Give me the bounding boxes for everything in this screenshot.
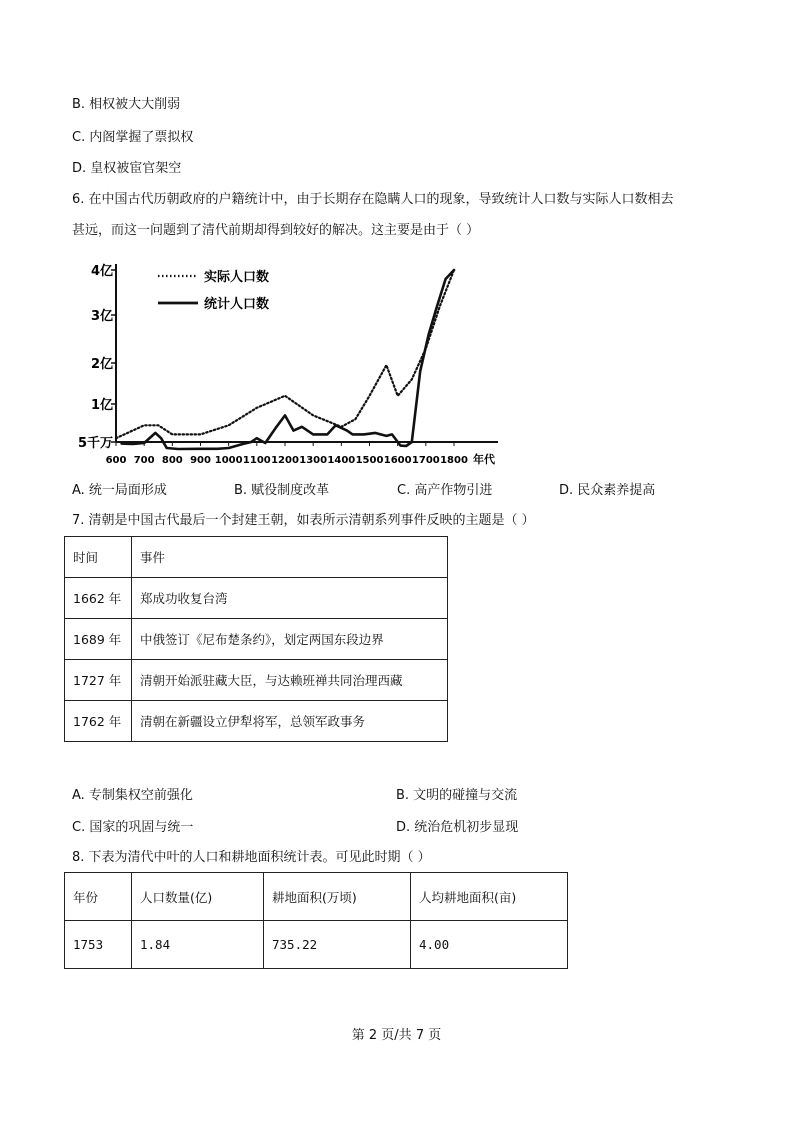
- q7-option-a: A. 专制集权空前强化: [72, 788, 193, 803]
- table-cell: 735.22: [264, 921, 411, 969]
- y-tick-label: 5千万: [77, 436, 113, 451]
- table-cell: 中俄签订《尼布楚条约》，划定两国东段边界: [132, 619, 448, 660]
- q7-options-row1: [72, 787, 732, 805]
- x-tick-label: 1700: [411, 455, 440, 466]
- y-tick-label: 1亿: [90, 398, 113, 413]
- table-cell: 1662 年: [65, 578, 132, 619]
- table-cell: 清朝开始派驻藏大臣，与达赖班禅共同治理西藏: [132, 660, 448, 701]
- table-header-cell: 人口数量(亿): [132, 873, 264, 921]
- table-cell: 1753: [65, 921, 132, 969]
- q6-option-a: A. 统一局面形成: [72, 483, 167, 498]
- q7-options-row2: [72, 819, 732, 837]
- table-header-cell: 事件: [132, 537, 448, 578]
- legend-label: 统计人口数: [204, 297, 270, 312]
- x-tick-label: 1000: [214, 455, 243, 466]
- table-cell: 1727 年: [65, 660, 132, 701]
- table-header-row: [65, 873, 568, 921]
- x-tick-label: 1300: [299, 455, 328, 466]
- table-header-row: [65, 537, 448, 578]
- q7-option-c: C. 国家的巩固与统一: [72, 820, 194, 835]
- x-tick-label: 1100: [242, 455, 271, 466]
- q8-table: [64, 872, 568, 969]
- q7-stem: 7. 清朝是中国古代最后一个封建王朝，如表所示清朝系列事件反映的主题是（ ）: [72, 513, 535, 528]
- x-tick-label: 1200: [271, 455, 299, 466]
- option-d-prev: D. 皇权被宦官架空: [72, 161, 182, 176]
- x-tick-label: 1400: [327, 455, 356, 466]
- page-footer: 第 2 页/共 7 页: [351, 1028, 442, 1043]
- x-tick-label: 900: [190, 455, 211, 466]
- y-tick-label: 2亿: [90, 357, 113, 372]
- series-statistical-line: [122, 270, 454, 449]
- table-cell: 1.84: [132, 921, 264, 969]
- x-tick-label: 700: [133, 455, 155, 466]
- table-cell: 郑成功收复台湾: [132, 578, 448, 619]
- q6-option-b: B. 赋役制度改革: [234, 483, 330, 498]
- x-tick-label: 1800: [440, 455, 468, 466]
- table-cell: 清朝在新疆设立伊犁将军，总领军政事务: [132, 701, 448, 742]
- q6-option-c: C. 高产作物引进: [397, 483, 493, 498]
- y-tick-label: 4亿: [90, 264, 113, 279]
- option-b-prev: B. 相权被大大削弱: [72, 97, 181, 112]
- q6-stem-line1: 6. 在中国古代历朝政府的户籍统计中，由于长期存在隐瞒人口的现象，导致统计人口数与实际人口数相去: [72, 192, 674, 207]
- q7-option-b: B. 文明的碰撞与交流: [396, 788, 518, 803]
- x-tick-label: 600: [105, 455, 127, 466]
- table-cell: 1762 年: [65, 701, 132, 742]
- q7-table: [64, 536, 448, 742]
- y-tick-label: 3亿: [90, 309, 113, 324]
- x-tick-label: 1600: [383, 455, 412, 466]
- table-header-cell: 耕地面积(万顷): [264, 873, 411, 921]
- table-cell: 4.00: [411, 921, 568, 969]
- q8-stem: 8. 下表为清代中叶的人口和耕地面积统计表。可见此时期（ ）: [72, 850, 431, 865]
- q6-option-d: D. 民众素养提高: [559, 483, 656, 498]
- x-tick-label: 1500: [355, 455, 384, 466]
- table-row: [65, 578, 448, 619]
- legend-label: 实际人口数: [204, 270, 270, 285]
- table-row: [65, 701, 448, 742]
- table-cell: 1689 年: [65, 619, 132, 660]
- series-actual-line: [116, 270, 454, 438]
- table-row: [65, 921, 568, 969]
- x-axis-label: 年代: [473, 453, 495, 466]
- table-header-cell: 人均耕地面积(亩): [411, 873, 568, 921]
- table-header-cell: 时间: [65, 537, 132, 578]
- q6-options: [72, 482, 732, 500]
- q6-stem-line2: 甚远，而这一问题到了清代前期却得到较好的解决。这主要是由于（ ）: [72, 223, 480, 238]
- table-row: [65, 619, 448, 660]
- table-header-cell: 年份: [65, 873, 132, 921]
- table-row: [65, 660, 448, 701]
- option-c-prev: C. 内阁掌握了票拟权: [72, 130, 194, 145]
- q7-option-d: D. 统治危机初步显现: [396, 820, 519, 835]
- population-chart: [70, 252, 500, 470]
- x-tick-label: 800: [161, 455, 183, 466]
